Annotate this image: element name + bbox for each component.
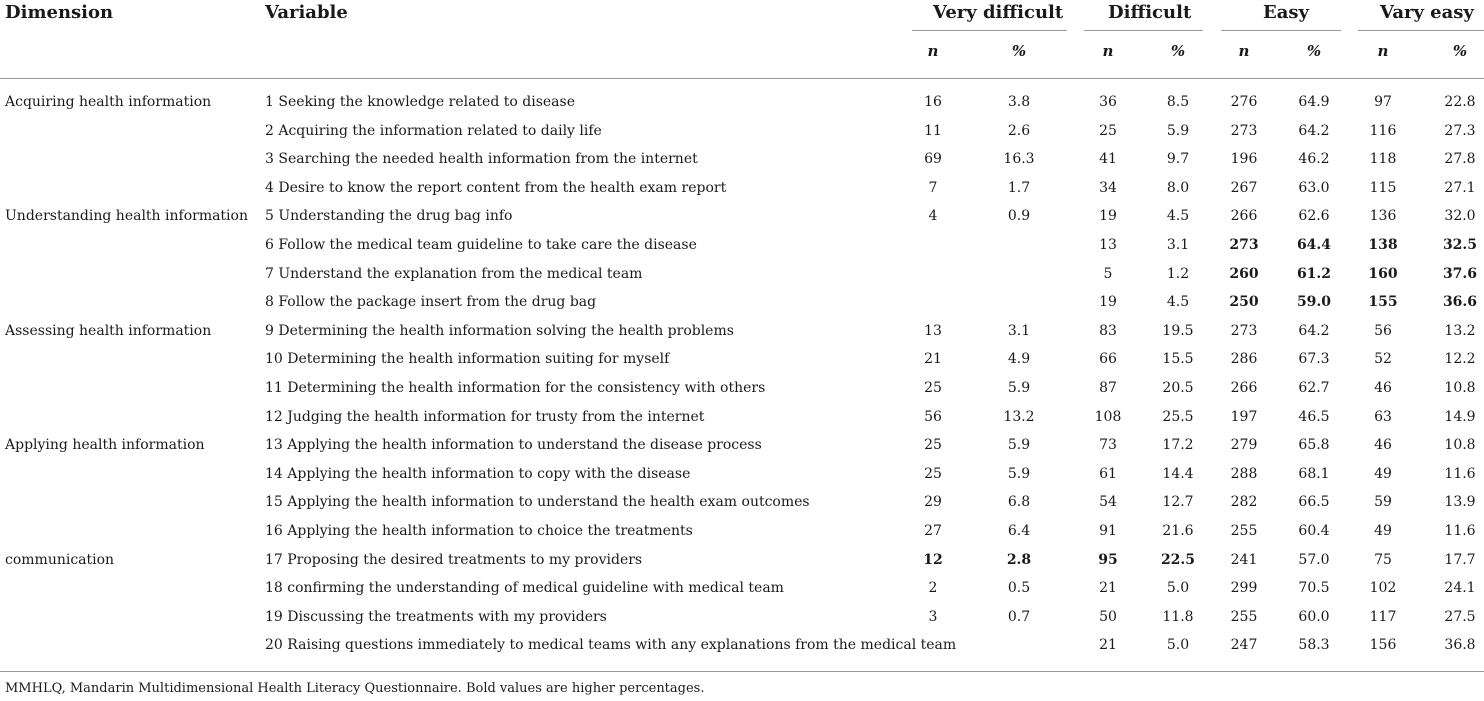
header-very-difficult: Very difficult	[933, 2, 1064, 23]
table-row	[0, 404, 1484, 433]
difficult-n-cell: 21	[1099, 637, 1117, 654]
footnote: MMHLQ, Mandarin Multidimensional Health Literacy Questionnaire. Bold values are higher percentages.	[5, 681, 705, 696]
table-row	[0, 604, 1484, 633]
very-easy-pct-cell: 24.1	[1444, 580, 1476, 597]
table-row	[0, 489, 1484, 518]
very-easy-n-cell: 116	[1369, 122, 1397, 139]
very-easy-pct-cell: 27.3	[1444, 122, 1476, 139]
very-easy-pct-cell: 10.8	[1444, 380, 1476, 396]
table-row	[0, 146, 1484, 175]
very-difficult-pct-cell: 6.4	[1007, 523, 1031, 539]
very-easy-n-cell: 138	[1368, 237, 1398, 253]
easy-pct-cell: 63.0	[1298, 179, 1330, 196]
table-row	[0, 461, 1484, 490]
very-easy-pct-cell: 17.7	[1444, 551, 1476, 568]
very-easy-n-cell: 75	[1374, 551, 1392, 568]
very-easy-pct-cell: 22.8	[1444, 94, 1476, 110]
difficult-n-cell: 19	[1099, 294, 1117, 311]
very-difficult-n-cell: 16	[924, 94, 942, 110]
very-easy-pct-cell: 11.6	[1444, 465, 1476, 482]
very-difficult-n-cell: 7	[928, 179, 938, 196]
very-easy-n-cell: 56	[1374, 322, 1392, 339]
very-easy-n-cell: 136	[1369, 208, 1397, 225]
very-difficult-n-cell: 29	[924, 494, 942, 511]
variable-cell: 9 Determining the health information solving the health problems	[265, 322, 734, 339]
difficult-n-cell: 5	[1103, 265, 1113, 282]
very-difficult-n-cell: 25	[924, 380, 942, 396]
easy-n-cell: 273	[1230, 322, 1258, 339]
easy-n-cell: 273	[1229, 237, 1259, 253]
very-difficult-n-cell: 2	[928, 580, 938, 597]
easy-n-cell: 197	[1230, 408, 1258, 425]
difficult-n-cell: 66	[1099, 351, 1117, 368]
very-difficult-n-cell: 25	[924, 437, 942, 454]
header-easy: Easy	[1263, 2, 1309, 23]
subheader-n: n	[1102, 42, 1114, 60]
easy-pct-cell: 46.5	[1298, 408, 1330, 425]
variable-cell: 1 Seeking the knowledge related to disease	[265, 94, 575, 110]
table-row	[0, 175, 1484, 204]
subheader-n: n	[1377, 42, 1389, 60]
very-difficult-n-cell: 69	[924, 151, 942, 168]
easy-n-cell: 267	[1230, 179, 1258, 196]
very-difficult-n-cell: 27	[924, 523, 942, 539]
difficult-pct-cell: 21.6	[1162, 523, 1194, 539]
difficult-pct-cell: 5.9	[1166, 122, 1190, 139]
variable-cell: 15 Applying the health information to understand the health exam outcomes	[265, 494, 810, 511]
very-easy-n-cell: 118	[1369, 151, 1397, 168]
difficult-n-cell: 73	[1099, 437, 1117, 454]
very-difficult-pct-cell: 5.9	[1007, 437, 1031, 454]
difficult-pct-cell: 22.5	[1160, 551, 1196, 568]
header-dimension: Dimension	[5, 2, 114, 23]
very-easy-pct-cell: 37.6	[1442, 265, 1478, 282]
very-difficult-n-cell: 21	[924, 351, 942, 368]
difficult-pct-cell: 19.5	[1162, 322, 1194, 339]
difficult-pct-cell: 14.4	[1162, 465, 1194, 482]
very-difficult-pct-cell: 4.9	[1007, 351, 1031, 368]
easy-n-cell: 266	[1230, 208, 1258, 225]
easy-n-cell: 288	[1230, 465, 1258, 482]
very-easy-pct-cell: 13.9	[1444, 494, 1476, 511]
easy-pct-cell: 61.2	[1296, 265, 1332, 282]
difficult-pct-cell: 4.5	[1166, 208, 1190, 225]
header-difficult: Difficult	[1108, 2, 1192, 23]
very-difficult-pct-cell: 0.5	[1007, 580, 1031, 597]
variable-cell: 11 Determining the health information for the consistency with others	[265, 380, 766, 396]
subheader-pct: %	[1170, 42, 1186, 60]
very-difficult-pct-cell: 6.8	[1007, 494, 1031, 511]
easy-pct-cell: 68.1	[1298, 465, 1330, 482]
difficult-pct-cell: 4.5	[1166, 294, 1190, 311]
table-row	[0, 203, 1484, 232]
easy-n-cell: 282	[1230, 494, 1258, 511]
difficult-n-cell: 87	[1099, 380, 1117, 396]
header-rule	[0, 78, 1484, 79]
very-easy-n-cell: 63	[1374, 408, 1392, 425]
subheader-n: n	[927, 42, 939, 60]
difficult-n-cell: 19	[1099, 208, 1117, 225]
difficult-n-cell: 108	[1094, 408, 1122, 425]
dimension-cell: Acquiring health information	[5, 94, 212, 110]
very-easy-n-cell: 117	[1369, 608, 1397, 625]
easy-pct-cell: 58.3	[1298, 637, 1330, 654]
group-divider	[1084, 30, 1203, 31]
very-easy-pct-cell: 32.0	[1444, 208, 1476, 225]
difficult-n-cell: 34	[1099, 179, 1117, 196]
very-difficult-pct-cell: 1.7	[1007, 179, 1031, 196]
easy-n-cell: 266	[1230, 380, 1258, 396]
easy-pct-cell: 60.0	[1298, 608, 1330, 625]
very-difficult-pct-cell: 2.8	[1006, 551, 1032, 568]
difficult-n-cell: 83	[1099, 322, 1117, 339]
easy-n-cell: 255	[1230, 523, 1258, 539]
easy-pct-cell: 46.2	[1298, 151, 1330, 168]
variable-cell: 12 Judging the health information for trusty from the internet	[265, 408, 705, 425]
very-easy-pct-cell: 36.8	[1444, 637, 1476, 654]
very-difficult-pct-cell: 2.6	[1007, 122, 1031, 139]
very-easy-n-cell: 115	[1369, 179, 1397, 196]
easy-pct-cell: 67.3	[1298, 351, 1330, 368]
easy-pct-cell: 64.4	[1296, 237, 1332, 253]
table-row	[0, 518, 1484, 547]
very-difficult-pct-cell: 16.3	[1003, 151, 1035, 168]
difficult-n-cell: 50	[1099, 608, 1117, 625]
easy-pct-cell: 65.8	[1298, 437, 1330, 454]
difficult-pct-cell: 25.5	[1162, 408, 1194, 425]
very-easy-n-cell: 46	[1374, 437, 1392, 454]
easy-pct-cell: 64.2	[1298, 322, 1330, 339]
very-easy-pct-cell: 36.6	[1442, 294, 1478, 311]
header-very-easy: Vary easy	[1380, 2, 1474, 23]
very-difficult-pct-cell: 13.2	[1003, 408, 1035, 425]
very-difficult-n-cell: 56	[924, 408, 942, 425]
table-row	[0, 346, 1484, 375]
difficult-n-cell: 41	[1099, 151, 1117, 168]
easy-pct-cell: 57.0	[1298, 551, 1330, 568]
very-easy-pct-cell: 12.2	[1444, 351, 1476, 368]
easy-n-cell: 273	[1230, 122, 1258, 139]
easy-n-cell: 276	[1230, 94, 1258, 110]
difficult-n-cell: 61	[1099, 465, 1117, 482]
variable-cell: 10 Determining the health information suiting for myself	[265, 351, 670, 368]
easy-pct-cell: 60.4	[1298, 523, 1330, 539]
easy-n-cell: 250	[1229, 294, 1259, 311]
very-difficult-pct-cell: 5.9	[1007, 465, 1031, 482]
variable-cell: 7 Understand the explanation from the medical team	[265, 265, 643, 282]
variable-cell: 13 Applying the health information to understand the disease process	[265, 437, 762, 454]
very-difficult-pct-cell: 0.9	[1007, 208, 1031, 225]
difficult-pct-cell: 17.2	[1162, 437, 1194, 454]
very-difficult-pct-cell: 3.8	[1007, 94, 1031, 110]
very-difficult-pct-cell: 5.9	[1007, 380, 1031, 396]
easy-n-cell: 279	[1230, 437, 1258, 454]
variable-cell: 17 Proposing the desired treatments to my providers	[265, 551, 643, 568]
easy-pct-cell: 59.0	[1296, 294, 1332, 311]
difficult-pct-cell: 5.0	[1166, 637, 1190, 654]
very-difficult-n-cell: 4	[928, 208, 938, 225]
very-easy-pct-cell: 27.8	[1444, 151, 1476, 168]
table-row	[0, 118, 1484, 147]
difficult-pct-cell: 1.2	[1166, 265, 1190, 282]
table-row	[0, 547, 1484, 576]
very-easy-pct-cell: 14.9	[1444, 408, 1476, 425]
very-easy-pct-cell: 32.5	[1442, 237, 1478, 253]
difficult-n-cell: 95	[1098, 551, 1118, 568]
very-easy-pct-cell: 27.5	[1444, 608, 1476, 625]
very-easy-n-cell: 155	[1368, 294, 1398, 311]
difficult-n-cell: 54	[1099, 494, 1117, 511]
easy-pct-cell: 64.2	[1298, 122, 1330, 139]
group-divider	[912, 30, 1067, 31]
variable-cell: 2 Acquiring the information related to daily life	[265, 122, 602, 139]
dimension-cell: Applying health information	[5, 437, 205, 454]
difficult-pct-cell: 9.7	[1166, 151, 1190, 168]
very-difficult-n-cell: 12	[923, 551, 943, 568]
very-easy-n-cell: 49	[1374, 523, 1392, 539]
difficult-pct-cell: 20.5	[1162, 380, 1194, 396]
variable-cell: 3 Searching the needed health information from the internet	[265, 151, 698, 168]
very-easy-n-cell: 46	[1374, 380, 1392, 396]
very-easy-n-cell: 52	[1374, 351, 1392, 368]
difficult-n-cell: 36	[1099, 94, 1117, 110]
variable-cell: 20 Raising questions immediately to medical teams with any explanations from the medical team	[265, 637, 957, 654]
variable-cell: 18 confirming the understanding of medical guideline with medical team	[265, 580, 784, 597]
very-easy-n-cell: 160	[1368, 265, 1398, 282]
difficult-pct-cell: 8.0	[1166, 179, 1190, 196]
difficult-n-cell: 13	[1099, 237, 1117, 253]
very-difficult-pct-cell: 0.7	[1007, 608, 1031, 625]
variable-cell: 14 Applying the health information to copy with the disease	[265, 465, 691, 482]
very-easy-pct-cell: 11.6	[1444, 523, 1476, 539]
easy-pct-cell: 66.5	[1298, 494, 1330, 511]
easy-pct-cell: 62.6	[1298, 208, 1330, 225]
difficult-pct-cell: 12.7	[1162, 494, 1194, 511]
difficult-pct-cell: 8.5	[1166, 94, 1190, 110]
variable-cell: 19 Discussing the treatments with my providers	[265, 608, 607, 625]
variable-cell: 5 Understanding the drug bag info	[265, 208, 513, 225]
very-easy-pct-cell: 13.2	[1444, 322, 1476, 339]
very-easy-n-cell: 59	[1374, 494, 1392, 511]
very-difficult-n-cell: 13	[924, 322, 942, 339]
subheader-n: n	[1238, 42, 1250, 60]
easy-n-cell: 255	[1230, 608, 1258, 625]
bottom-rule	[0, 671, 1484, 672]
group-divider	[1358, 30, 1484, 31]
difficult-n-cell: 25	[1099, 122, 1117, 139]
subheader-pct: %	[1452, 42, 1468, 60]
table-row	[0, 375, 1484, 404]
very-difficult-n-cell: 3	[928, 608, 938, 625]
variable-cell: 16 Applying the health information to choice the treatments	[265, 523, 693, 539]
very-easy-n-cell: 97	[1374, 94, 1392, 110]
very-easy-n-cell: 102	[1369, 580, 1397, 597]
very-difficult-n-cell: 11	[924, 122, 942, 139]
difficult-n-cell: 21	[1099, 580, 1117, 597]
difficult-pct-cell: 11.8	[1162, 608, 1194, 625]
variable-cell: 4 Desire to know the report content from the health exam report	[265, 179, 727, 196]
easy-n-cell: 241	[1230, 551, 1258, 568]
table-row	[0, 232, 1484, 261]
easy-pct-cell: 62.7	[1298, 380, 1330, 396]
difficult-n-cell: 91	[1099, 523, 1117, 539]
group-divider	[1221, 30, 1341, 31]
table-row	[0, 261, 1484, 290]
very-easy-pct-cell: 27.1	[1444, 179, 1476, 196]
table-row	[0, 575, 1484, 604]
easy-n-cell: 247	[1230, 637, 1258, 654]
dimension-cell: Understanding health information	[5, 208, 248, 225]
easy-n-cell: 260	[1229, 265, 1259, 282]
header-variable: Variable	[265, 2, 348, 23]
easy-n-cell: 299	[1230, 580, 1258, 597]
table-row	[0, 89, 1484, 118]
easy-n-cell: 196	[1230, 151, 1258, 168]
easy-pct-cell: 70.5	[1298, 580, 1330, 597]
difficult-pct-cell: 15.5	[1162, 351, 1194, 368]
difficult-pct-cell: 5.0	[1166, 580, 1190, 597]
very-difficult-n-cell: 25	[924, 465, 942, 482]
easy-n-cell: 286	[1230, 351, 1258, 368]
dimension-cell: Assessing health information	[5, 322, 212, 339]
difficult-pct-cell: 3.1	[1166, 237, 1190, 253]
subheader-pct: %	[1306, 42, 1322, 60]
easy-pct-cell: 64.9	[1298, 94, 1330, 110]
table-row	[0, 632, 1484, 661]
table-row	[0, 432, 1484, 461]
variable-cell: 8 Follow the package insert from the drug bag	[265, 294, 597, 311]
table-header	[0, 0, 1484, 78]
very-easy-pct-cell: 10.8	[1444, 437, 1476, 454]
very-easy-n-cell: 49	[1374, 465, 1392, 482]
very-difficult-pct-cell: 3.1	[1007, 322, 1031, 339]
table-row	[0, 289, 1484, 318]
variable-cell: 6 Follow the medical team guideline to take care the disease	[265, 237, 697, 253]
very-easy-n-cell: 156	[1369, 637, 1397, 654]
dimension-cell: communication	[5, 551, 115, 568]
table-row	[0, 318, 1484, 347]
subheader-pct: %	[1011, 42, 1027, 60]
